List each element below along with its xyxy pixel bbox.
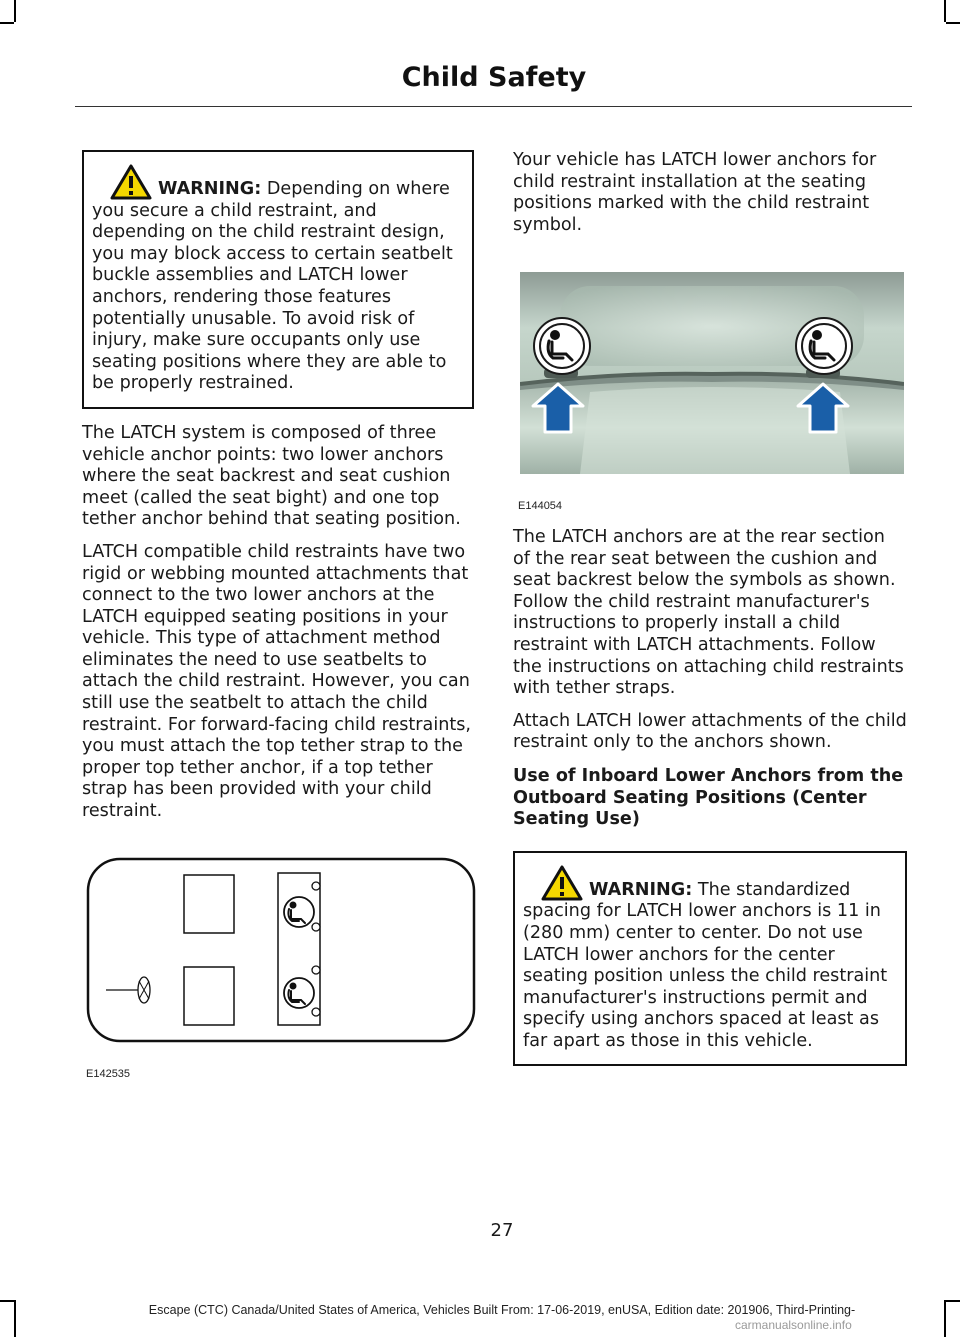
figure-code: E144054 <box>518 500 563 512</box>
header-divider <box>75 106 912 107</box>
section-heading: Use of Inboard Lower Anchors from the Outboard Seating Positions (Center Seating Use) <box>513 765 904 830</box>
child-seat-symbol-left <box>534 318 590 374</box>
child-seat-symbol-right <box>796 318 852 374</box>
latch-anchor-photo <box>520 272 904 474</box>
crop-mark <box>0 22 14 24</box>
crop-mark <box>946 1300 960 1302</box>
latch-system-paragraph: The LATCH system is composed of three vehicle anchor points: two lower anchors where the seat backrest and seat cushion meet (called the seat bight) and one top tether anchor behind that seating position. <box>82 422 461 530</box>
latch-location-paragraph: The LATCH anchors are at the rear section of the rear seat between the cushion and seat backrest below the symbols as shown. Follow the child restraint manufacturer's instructions to properly install a child restraint with LATCH attachments. Follow the instructions on attaching child restraints with tether straps. <box>513 527 904 699</box>
figure-code: E142535 <box>86 1068 131 1080</box>
crop-mark <box>0 1300 14 1302</box>
watermark: carmanualsonline.info <box>735 1318 852 1332</box>
page-title: Child Safety <box>401 62 587 93</box>
latch-anchors-intro-paragraph: Your vehicle has LATCH lower anchors for child restraint installation at the seating positions marked with the child restraint symbol. <box>513 150 877 235</box>
page-number: 27 <box>490 1220 514 1241</box>
warning-label: WARNING: <box>589 879 693 900</box>
right-column-intro <box>513 150 907 247</box>
warning-box <box>82 150 474 409</box>
left-column <box>82 150 474 834</box>
warning-label: WARNING: <box>158 179 262 199</box>
crop-mark <box>14 1300 16 1337</box>
latch-seat-diagram <box>86 857 476 1043</box>
warning-box <box>513 851 907 1067</box>
right-column-body <box>513 527 907 1080</box>
latch-compatible-paragraph: LATCH compatible child restraints have two rigid or webbing mounted attachments that connect to the two lower anchors at the LATCH equipped seating positions in your vehicle. This type of attachment method eliminates the need to use seatbelts to attach the child restraint. However, you can still use the seatbelt to attach the child restraint. For forward-facing child restraints, you must attach the top tether strap to the proper top tether anchor, if a top tether strap has been provided with your child restraint. <box>82 541 472 822</box>
warning-triangle-icon <box>541 865 583 901</box>
warning-triangle-icon <box>110 164 152 200</box>
footer-meta: Escape (CTC) Canada/United States of America, Vehicles Built From: 17-06-2019, enUSA, Edition date: 201906, Third-Printing- <box>148 1303 856 1317</box>
crop-mark <box>14 0 16 22</box>
latch-attach-paragraph: Attach LATCH lower attachments of the child restraint only to the anchors shown. <box>513 710 907 753</box>
crop-mark <box>946 22 960 24</box>
warning-text: The standardized spacing for LATCH lower anchors is 11 in (280 mm) center to center. Do not use LATCH lower anchors for the center seating position unless the child restraint manufacturer's instructions permit and specify using anchors spaced at least as far apart as those in this vehicle. <box>523 879 888 1051</box>
warning-text: Depending on where you secure a child restraint, and depending on the child restraint design, you may block access to certain seatbelt buckle assemblies and LATCH lower anchors, rendering those features potentially unusable. To avoid risk of injury, make sure occupants only use seating positions where they are able to be properly restrained. <box>92 179 453 394</box>
crop-mark <box>944 0 946 22</box>
